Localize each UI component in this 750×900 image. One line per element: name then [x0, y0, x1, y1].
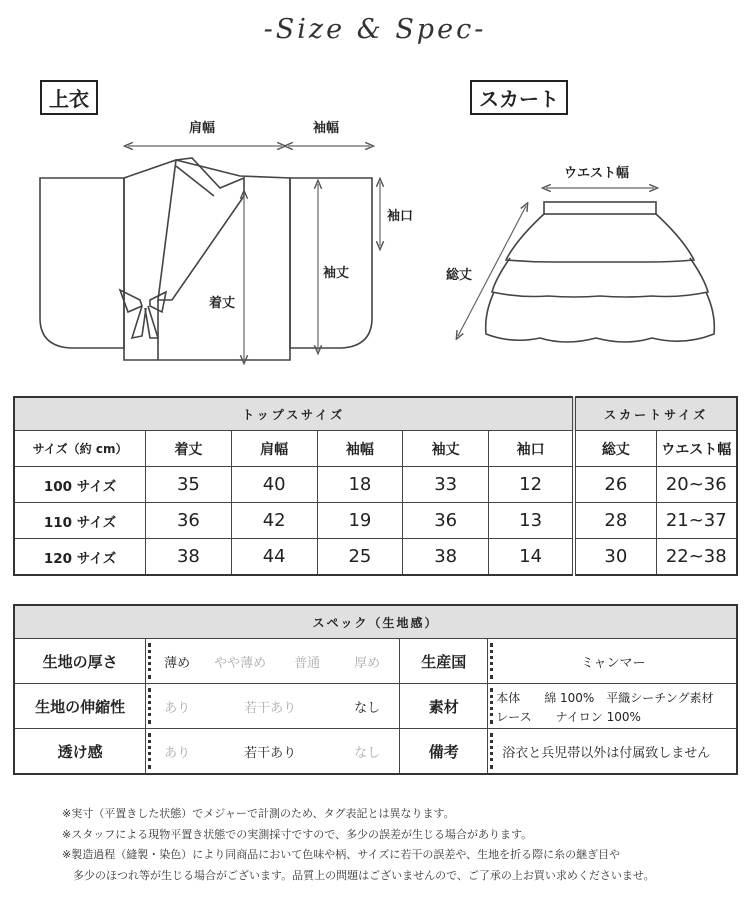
- material-line-body: 本体 綿 100% 平織シーチング素材: [496, 691, 714, 705]
- dim-shoulder-width: 肩幅: [189, 121, 216, 136]
- tops-label: 上衣: [40, 80, 98, 115]
- table-row: [14, 503, 737, 539]
- sheer-options: [146, 729, 400, 775]
- col-size: サイズ（約 cm）: [14, 431, 146, 467]
- cell: 22~38: [656, 539, 737, 576]
- cell: 38: [403, 539, 489, 576]
- dotted-divider: [490, 688, 493, 724]
- size-column-headers: [14, 431, 737, 467]
- note-line: ※スタッフによる現物平置き状態での実測採寸ですので、多少の誤差が生じる場合があります。: [62, 827, 533, 841]
- row-label: 120 サイズ: [14, 539, 146, 576]
- dim-sleeve-length: 袖丈: [323, 266, 350, 281]
- sheer-option: あり: [164, 746, 191, 761]
- stretch-option: 若干あり: [244, 701, 297, 716]
- note-line: ※実寸（平置きした状態）でメジャーで計測のため、タグ表記とは異なります。: [62, 807, 455, 820]
- col-cuff: 袖口: [489, 431, 575, 467]
- table-row: [14, 539, 737, 576]
- row-label: 110 サイズ: [14, 503, 146, 539]
- remarks-value-cell: [488, 729, 737, 775]
- dotted-divider: [148, 643, 151, 679]
- tops-size-header: トップスサイズ: [14, 397, 574, 431]
- origin-label: 生産国: [400, 639, 488, 684]
- dotted-divider: [148, 688, 151, 724]
- garment-diagram: [0, 0, 750, 380]
- sheer-label: 透け感: [14, 729, 146, 775]
- cell: 13: [489, 503, 575, 539]
- col-shoulder: 肩幅: [231, 431, 317, 467]
- sheer-option-selected: 若干あり: [244, 746, 297, 761]
- dotted-divider: [490, 733, 493, 769]
- cell: 30: [574, 539, 656, 576]
- col-sleeve-length: 袖丈: [403, 431, 489, 467]
- col-sleeve-width: 袖幅: [317, 431, 403, 467]
- cell: 44: [231, 539, 317, 576]
- sheer-option: なし: [354, 746, 381, 761]
- skirt-size-header: スカートサイズ: [574, 397, 737, 431]
- spec-header: スペック（生地感）: [14, 605, 737, 639]
- cell: 26: [574, 467, 656, 503]
- dim-sleeve-width: 袖幅: [313, 121, 340, 136]
- thickness-option: 普通: [294, 656, 321, 671]
- cell: 33: [403, 467, 489, 503]
- dim-total-length: 総丈: [446, 268, 473, 283]
- cell: 38: [146, 539, 232, 576]
- dotted-divider: [148, 733, 151, 769]
- notes: [62, 804, 655, 886]
- col-body-length: 着丈: [146, 431, 232, 467]
- page-title: -Size & Spec-: [263, 14, 487, 45]
- skirt-illustration: [486, 202, 715, 342]
- skirt-label: スカート: [470, 80, 568, 115]
- thickness-option: 厚め: [354, 656, 381, 671]
- stretch-option: あり: [164, 701, 191, 716]
- col-waist: ウエスト幅: [656, 431, 737, 467]
- cell: 21~37: [656, 503, 737, 539]
- origin-value: ミャンマー: [580, 656, 646, 671]
- cell: 20~36: [656, 467, 737, 503]
- spec-row-stretch: [14, 684, 737, 729]
- cell: 40: [231, 467, 317, 503]
- remarks-value: 浴衣と兵児帯以外は付属致しません: [502, 746, 711, 761]
- thickness-options: [146, 639, 400, 684]
- stretch-option-selected: なし: [354, 701, 381, 716]
- size-table: [13, 396, 738, 576]
- thickness-label: 生地の厚さ: [14, 639, 146, 684]
- note-line: 多少のほつれ等が生じる場合がございます。品質上の問題はございませんので、ご了承の上お買い求めくださいませ。: [62, 868, 655, 882]
- material-value-cell: [488, 684, 737, 729]
- material-line-lace: レース ナイロン 100%: [496, 710, 641, 724]
- cell: 19: [317, 503, 403, 539]
- spec-row-thickness: [14, 639, 737, 684]
- cell: 25: [317, 539, 403, 576]
- thickness-option-selected: 薄め: [164, 656, 191, 671]
- note-line: ※製造過程（縫製・染色）により同商品において色味や柄、サイズに若干の誤差や、生地を折る際に糸の継ぎ目や: [62, 848, 621, 861]
- tops-illustration: [40, 158, 372, 360]
- table-row: [14, 467, 737, 503]
- stretch-label: 生地の伸縮性: [14, 684, 146, 729]
- stretch-options: [146, 684, 400, 729]
- dim-body-length: 着丈: [209, 296, 236, 311]
- dim-cuff: 袖口: [387, 209, 414, 224]
- origin-value-cell: [488, 639, 737, 684]
- cell: 42: [231, 503, 317, 539]
- spec-table: [13, 604, 738, 775]
- cell: 14: [489, 539, 575, 576]
- material-label: 素材: [400, 684, 488, 729]
- spec-row-sheer: [14, 729, 737, 775]
- col-total-length: 総丈: [574, 431, 656, 467]
- cell: 36: [146, 503, 232, 539]
- cell: 18: [317, 467, 403, 503]
- cell: 28: [574, 503, 656, 539]
- remarks-label: 備考: [400, 729, 488, 775]
- cell: 12: [489, 467, 575, 503]
- cell: 35: [146, 467, 232, 503]
- thickness-option: やや薄め: [214, 656, 267, 671]
- dim-waist-width: ウエスト幅: [564, 166, 630, 181]
- cell: 36: [403, 503, 489, 539]
- row-label: 100 サイズ: [14, 467, 146, 503]
